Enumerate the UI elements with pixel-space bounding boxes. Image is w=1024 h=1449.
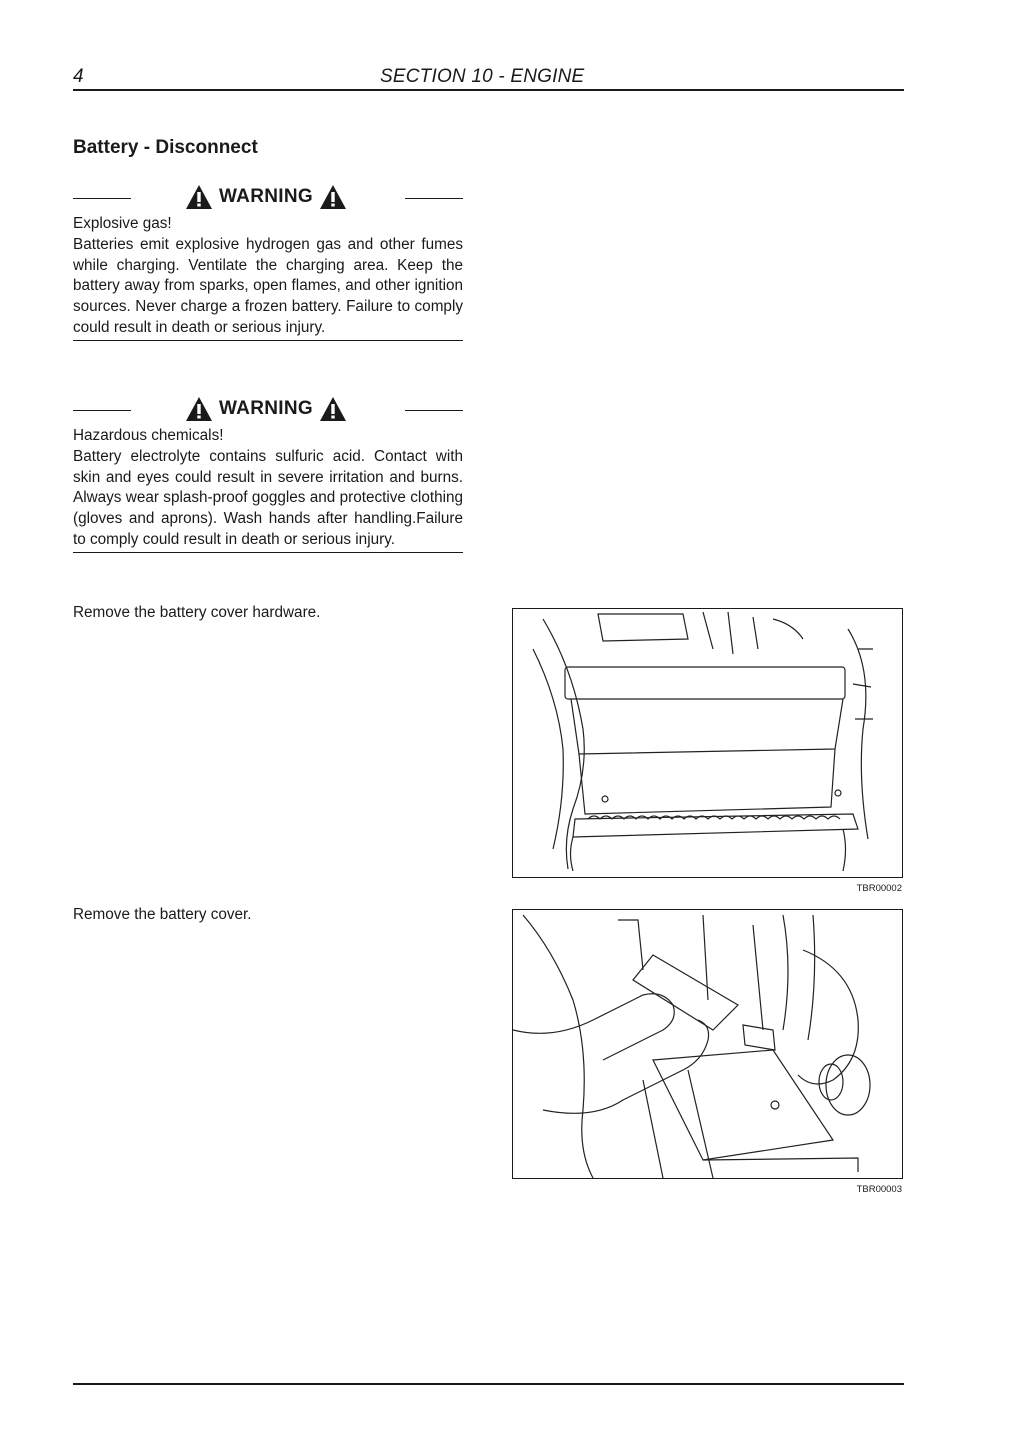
page-number: 4 (73, 66, 84, 87)
warning-explosive-gas (73, 184, 463, 341)
warning-text: Batteries emit explosive hydrogen gas and other fumes while charging. Ventilate the charging area. Keep the battery away from sparks, open flames, and other ignition sources. Never charge a frozen battery. Failure to comply could result in death or serious injury. (73, 235, 463, 336)
footer-rule (73, 1383, 904, 1385)
step-text: Remove the battery cover. (73, 906, 252, 923)
warning-label: WARNING (219, 398, 313, 419)
page-heading: Battery - Disconnect (73, 137, 258, 158)
warning-title: Explosive gas! (73, 215, 172, 232)
divider (73, 410, 131, 411)
battery-removal-illustration (513, 910, 902, 1178)
divider (73, 198, 131, 199)
warning-title: Hazardous chemicals! (73, 427, 224, 444)
warning-text: Battery electrolyte contains sulfuric acid. Contact with skin and eyes could result in severe irritation and burns. Always wear splash-proof goggles and protective clothing (gloves and aprons). Wash hands after handling.Failure to comply could result in death or serious injury. (73, 447, 463, 548)
alert-triangle-icon (319, 184, 347, 210)
figure-battery-cover-hardware (512, 608, 903, 878)
divider (405, 410, 463, 411)
warning-header (73, 396, 463, 426)
warning-body (73, 214, 463, 341)
warning-body (73, 426, 463, 553)
divider (405, 198, 463, 199)
header-rule (73, 89, 904, 91)
figure-code: TBR00003 (856, 1184, 902, 1195)
warning-label: WARNING (219, 186, 313, 207)
alert-triangle-icon (185, 184, 213, 210)
section-title: SECTION 10 - ENGINE (380, 66, 585, 87)
step-text: Remove the battery cover hardware. (73, 604, 321, 621)
figure-code: TBR00002 (856, 883, 902, 894)
alert-triangle-icon (185, 396, 213, 422)
warning-header (73, 184, 463, 214)
alert-triangle-icon (319, 396, 347, 422)
warning-hazardous-chemicals (73, 396, 463, 553)
battery-cover-illustration (513, 609, 902, 877)
figure-battery-cover-removal (512, 909, 903, 1179)
